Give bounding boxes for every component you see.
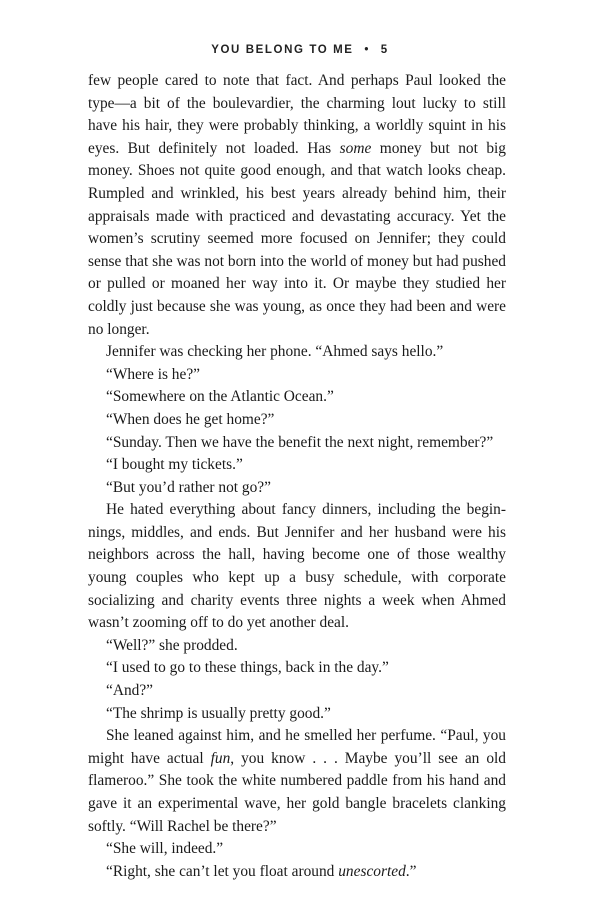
paragraph-text: “Well?” she prodded. (106, 636, 238, 654)
emphasized-text: some (339, 139, 372, 157)
paragraph (88, 477, 506, 500)
running-head-title: YOU BELONG TO ME (211, 44, 354, 56)
paragraph-text: He hated everything about fancy dinners, including the beginnings, middles, and ends. But Jennifer and her husband were his neighbors across the hall, having become one of those wealthy young couples who kept up a busy schedule, with corporate socializing and charity events three nights a week when Ahmed wasn’t zooming off to do yet another deal. (88, 501, 506, 632)
paragraph-text: few people cared to note that fact. And perhaps Paul looked the type—a bit of the boulevardier, the charming lout lucky to still have his hair, they were probably thinking, a worldly squint in his eyes. But definitely not loaded. Has (88, 72, 506, 157)
paragraph (88, 341, 506, 364)
paragraph-text: “She will, indeed.” (106, 840, 224, 858)
paragraph-text: money but not big money. Shoes not quite good enough, and that watch looks cheap. Rumpled and wrinkled, his best years already behind him, their appraisals made with practiced and devastating accuracy. Yet the women’s scrutiny seemed more focused on Jennifer; they could sense that she was not born into the world of money but had pushed or pulled or moaned her way into it. Or maybe they studied her coldly just because she was young, as once they had been and were no longer. (88, 139, 507, 338)
paragraph (88, 657, 506, 680)
paragraph-text: “The shrimp is usually pretty good.” (106, 704, 331, 722)
paragraph-text: She leaned against him, and he smelled her perfume. “Paul, you might have actual (88, 727, 506, 767)
emphasized-text: unescorted (338, 862, 406, 880)
paragraph-text: “I bought my tickets.” (106, 456, 243, 474)
page-number: 5 (380, 44, 389, 56)
running-head-separator: • (364, 44, 370, 56)
running-head (0, 44, 600, 56)
paragraph-text: Jennifer was checking her phone. “Ahmed says hello.” (106, 343, 444, 361)
paragraph (88, 70, 506, 341)
paragraph-text: “Somewhere on the Atlantic Ocean.” (106, 388, 334, 406)
paragraph (88, 432, 506, 455)
paragraph (88, 409, 506, 432)
paragraph (88, 861, 506, 884)
paragraph-text: “I used to go to these things, back in the day.” (106, 659, 389, 677)
paragraph (88, 386, 506, 409)
paragraph-text: “Where is he?” (106, 365, 200, 383)
paragraph-text: “Sunday. Then we have the benefit the next night, remember?” (106, 433, 494, 451)
paragraph (88, 703, 506, 726)
paragraph (88, 725, 506, 838)
paragraph-text: “Right, she can’t let you float around (106, 862, 339, 880)
paragraph-text: “But you’d rather not go?” (106, 478, 271, 496)
paragraph (88, 499, 506, 635)
paragraph-text: “And?” (106, 682, 153, 700)
paragraph-text: .” (405, 862, 417, 880)
paragraph (88, 364, 506, 387)
paragraph (88, 838, 506, 861)
paragraph-text: , you know . . . Maybe you’ll see an old flameroo.” She took the white numbered paddle from his hand and gave it an experimental wave, her gold bangle bracelets clanking softly. “Will Rachel be there?” (88, 749, 506, 835)
body-text (88, 70, 506, 883)
paragraph-text: “When does he get home?” (106, 410, 275, 428)
paragraph (88, 635, 506, 658)
paragraph (88, 680, 506, 703)
emphasized-text: fun (210, 749, 231, 767)
paragraph (88, 454, 506, 477)
